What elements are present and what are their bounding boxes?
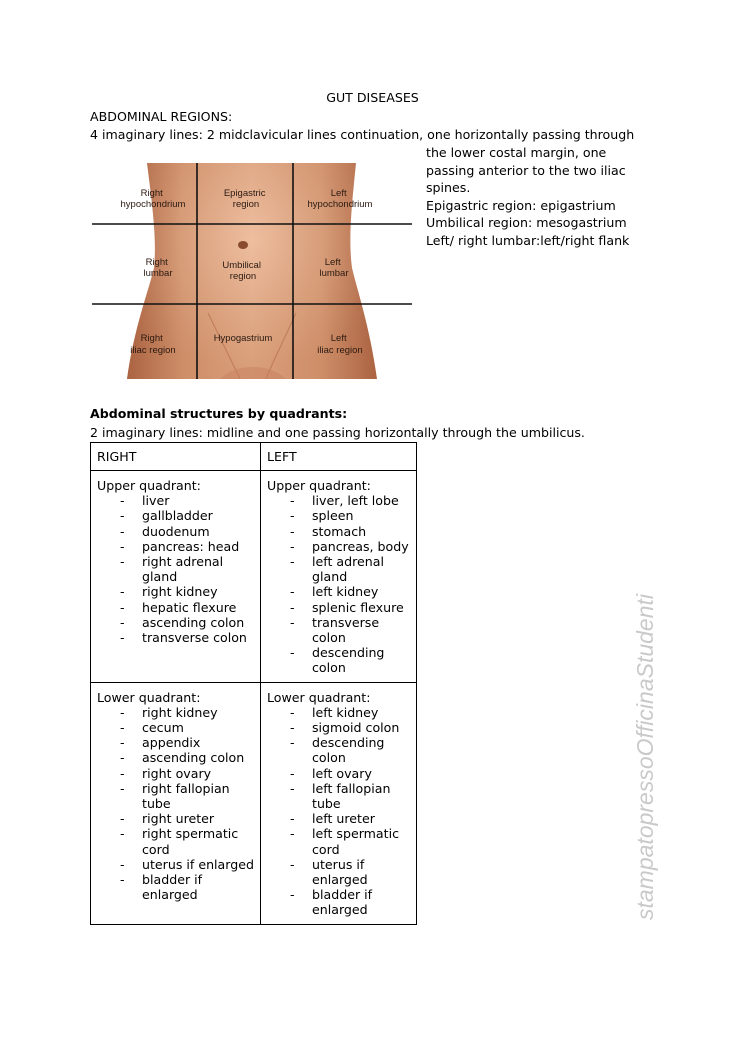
- quadrant-title: Upper quadrant:: [97, 478, 201, 493]
- label-epigastric-region: Epigastric region: [223, 188, 266, 210]
- list-item: - ascending colon: [97, 615, 254, 630]
- organ-list: [97, 705, 254, 903]
- list-item: - liver: [97, 493, 254, 508]
- quadrant-title: Upper quadrant:: [267, 478, 371, 493]
- list-item: - splenic flexure: [267, 600, 410, 615]
- list-item: - left spermatic cord: [267, 826, 410, 856]
- quadrant-title: Lower quadrant:: [267, 689, 371, 705]
- list-item: - left adrenal gland: [267, 554, 410, 584]
- table-row-upper: [91, 471, 417, 683]
- label-right-lumbar: Right lumbar: [143, 257, 173, 279]
- list-item: - hepatic flexure: [97, 600, 254, 615]
- label-umbilical-region: Umbilical region: [222, 260, 261, 282]
- right-lower-cell: [91, 682, 261, 924]
- list-item: - uterus if enlarged: [267, 857, 410, 887]
- header-right: RIGHT: [91, 443, 261, 471]
- list-item: - descending colon: [267, 735, 410, 765]
- list-item: - bladder if enlarged: [97, 872, 254, 902]
- list-item: - left ovary: [267, 766, 410, 781]
- regions-side-line: Epigastric region: epigastrium: [426, 197, 616, 213]
- left-upper-cell: [261, 471, 417, 683]
- list-item: - liver, left lobe: [267, 493, 410, 508]
- list-item: - right spermatic cord: [97, 826, 254, 856]
- list-item: - uterus if enlarged: [97, 857, 254, 872]
- table-header-row: [91, 443, 417, 471]
- quadrant-title: Lower quadrant:: [97, 689, 201, 705]
- list-item: - right kidney: [97, 705, 254, 720]
- list-item: - duodenum: [97, 524, 254, 539]
- list-item: - gallbladder: [97, 508, 254, 523]
- label-right-hypochondrium: Right hypochondrium: [120, 188, 186, 210]
- regions-side-line: the lower costal margin, one: [426, 145, 607, 160]
- list-item: - left kidney: [267, 705, 410, 720]
- navel: [238, 241, 248, 249]
- organ-list: [267, 705, 410, 918]
- list-item: - spleen: [267, 508, 410, 523]
- label-right-iliac-region: Right iliac region: [130, 333, 176, 356]
- organ-list: [267, 493, 410, 675]
- list-item: - pancreas: head: [97, 539, 254, 554]
- label-left-lumbar: Left lumbar: [319, 257, 349, 279]
- table-row-lower: [91, 682, 417, 924]
- organ-list: [97, 493, 254, 645]
- abdominal-regions-figure: [90, 163, 414, 379]
- regions-description: 4 imaginary lines: 2 midclavicular lines continuation, one horizontally passing through: [90, 127, 635, 142]
- list-item: - right ureter: [97, 811, 254, 826]
- list-item: - stomach: [267, 524, 410, 539]
- quadrants-description: 2 imaginary lines: midline and one passing horizontally through the umbilicus.: [90, 425, 585, 440]
- label-left-iliac-region: Left iliac region: [317, 333, 363, 356]
- list-item: - right kidney: [97, 584, 254, 599]
- list-item: - left fallopian tube: [267, 781, 410, 811]
- list-item: - bladder if enlarged: [267, 887, 410, 917]
- regions-heading: ABDOMINAL REGIONS:: [90, 109, 233, 124]
- list-item: - left ureter: [267, 811, 410, 826]
- list-item: - right ovary: [97, 766, 254, 781]
- regions-side-line: spines.: [426, 180, 471, 195]
- regions-side-line: passing anterior to the two iliac: [426, 162, 626, 178]
- quadrants-heading: Abdominal structures by quadrants:: [90, 406, 348, 421]
- list-item: - sigmoid colon: [267, 720, 410, 735]
- watermark: stampatopressoOfficinaStudenti: [632, 593, 658, 920]
- quadrants-table: [90, 442, 417, 925]
- list-item: - transverse colon: [97, 630, 254, 645]
- list-item: - appendix: [97, 735, 254, 750]
- list-item: - right fallopian tube: [97, 781, 254, 811]
- list-item: - cecum: [97, 720, 254, 735]
- list-item: - pancreas, body: [267, 539, 410, 554]
- label-left-hypochondrium: Left hypochondrium: [307, 188, 373, 210]
- left-lower-cell: [261, 682, 417, 924]
- regions-side-line: Umbilical region: mesogastrium: [426, 215, 627, 230]
- right-upper-cell: [91, 471, 261, 683]
- page-title: GUT DISEASES: [326, 90, 419, 105]
- label-hypogastrium: Hypogastrium: [213, 333, 273, 344]
- list-item: - ascending colon: [97, 750, 254, 765]
- list-item: - right adrenal gland: [97, 554, 254, 584]
- list-item: - descending colon: [267, 645, 410, 675]
- header-left: LEFT: [261, 443, 417, 471]
- regions-side-line: Left/ right lumbar:left/right flank: [426, 232, 630, 248]
- list-item: - transverse colon: [267, 615, 410, 645]
- list-item: - left kidney: [267, 584, 410, 599]
